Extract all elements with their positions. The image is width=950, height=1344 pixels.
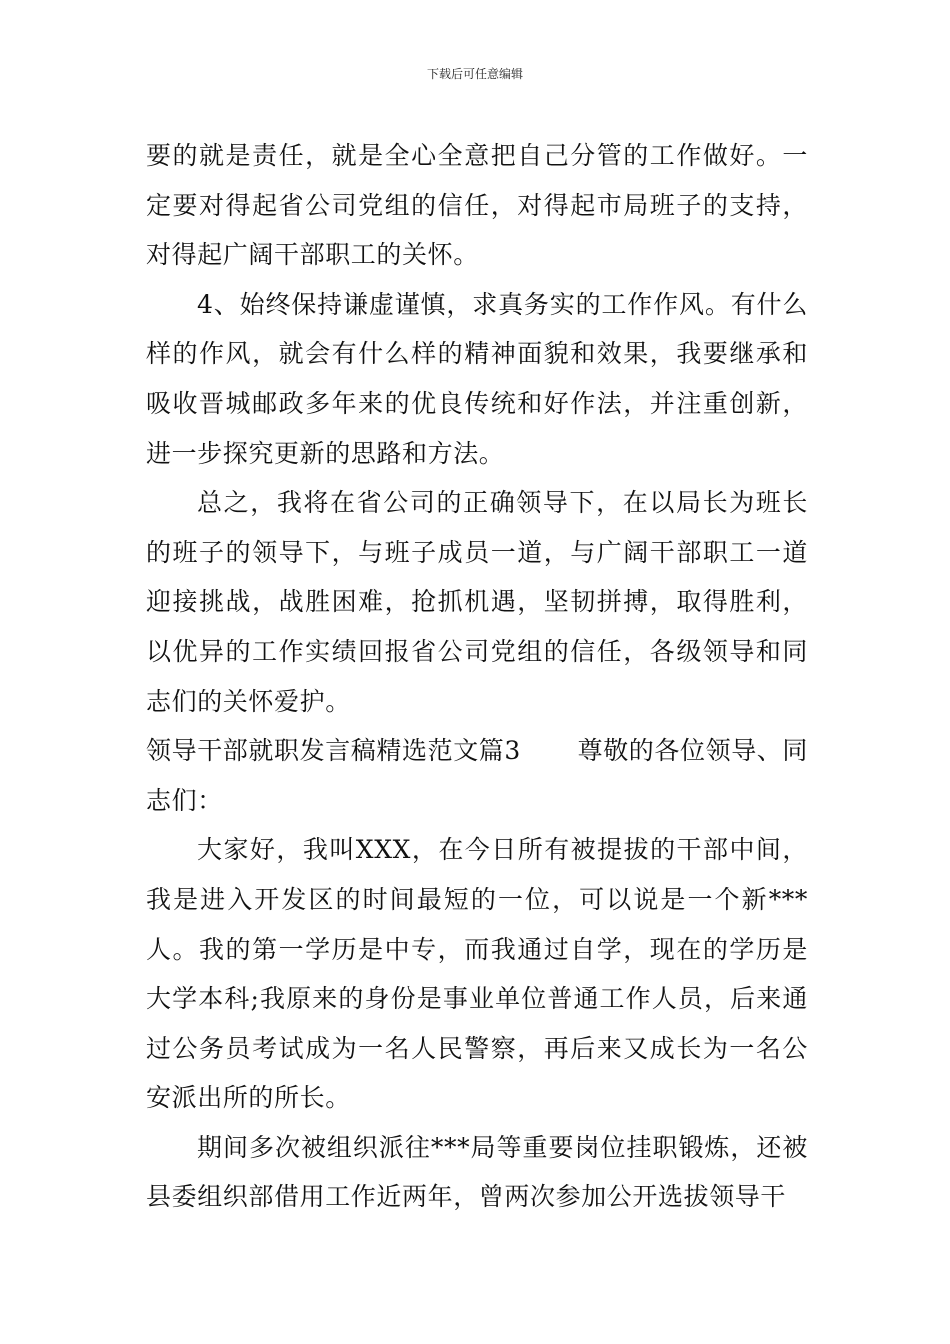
paragraph-continuation: 要的就是责任，就是全心全意把自己分管的工作做好。一定要对得起省公司党组的信任，对得起市局班子的支持，对得起广阔干部职工的关怀。	[146, 141, 808, 270]
document-body	[146, 131, 808, 1222]
greeting-continuation: 志们：	[146, 785, 223, 815]
paragraph-experience: 期间多次被组织派往***局等重要岗位挂职锻炼，还被县委组织部借用工作近两年，曾两次参加公开选拔领导干	[146, 1132, 808, 1212]
page-header: 下载后可任意编辑	[426, 67, 523, 81]
section-title: 领导干部就职发言稿精选范文篇3	[146, 736, 521, 766]
greeting: 尊敬的各位领导、同	[577, 736, 808, 766]
paragraph-conclusion: 总之，我将在省公司的正确领导下，在以局长为班长的班子的领导下，与班子成员一道，与广阔干部职工一道迎接挑战，战胜困难，抢抓机遇，坚韧拼搏，取得胜利，以优异的工作实绩回报省公司党组的信任，各级领导和同志们的关怀爱护。	[146, 488, 808, 716]
paragraph-work-style: 4、始终保持谦虚谨慎，求真务实的工作作风。有什么样的作风，就会有什么样的精神面貌和效果，我要继承和吸收晋城邮政多年来的优良传统和好作法，并注重创新，进一步探究更新的思路和方法。	[146, 289, 808, 468]
paragraph-self-introduction: 大家好，我叫XXX，在今日所有被提拔的干部中间，我是进入开发区的时间最短的一位，可以说是一个新***人。我的第一学历是中专，而我通过自学，现在的学历是大学本科;我原来的身份是事业单位普通工作人员，后来通过公务员考试成为一名人民警察，再后来又成长为一名公安派出所的所长。	[146, 835, 808, 1113]
section-title-line	[146, 726, 808, 776]
